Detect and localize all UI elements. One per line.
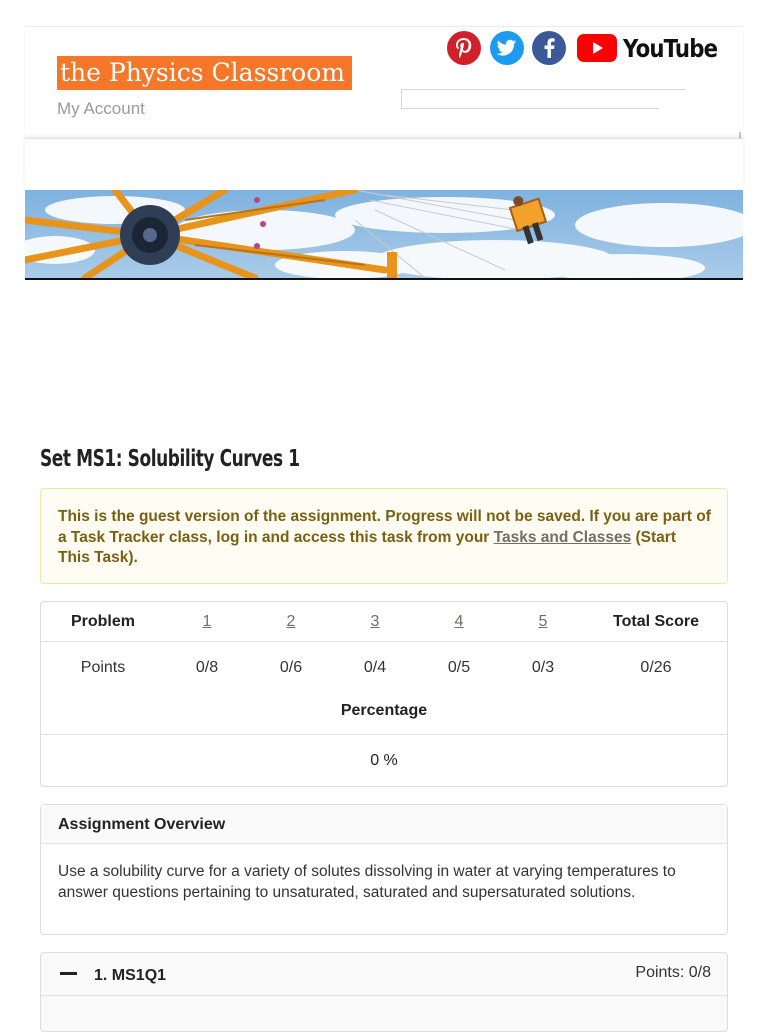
page-title: Set MS1: Solubility Curves 1	[40, 446, 300, 472]
problem-2-link[interactable]: 2	[286, 612, 296, 630]
points-row	[41, 642, 727, 695]
question-card	[40, 952, 728, 1032]
problem-4-link[interactable]: 4	[454, 612, 464, 630]
tasks-and-classes-link[interactable]: Tasks and Classes	[493, 528, 632, 546]
problem-2-cell	[249, 602, 333, 642]
pinterest-icon[interactable]	[447, 31, 481, 65]
problem-4-points: 0/5	[447, 659, 471, 676]
percentage-value: 0 %	[370, 752, 398, 769]
score-table	[41, 602, 727, 694]
header-banner-image	[25, 190, 743, 280]
problem-2-points: 0/6	[279, 659, 303, 676]
problem-3-points: 0/4	[363, 659, 387, 676]
twitter-icon[interactable]	[490, 31, 524, 65]
collapse-icon[interactable]	[60, 972, 77, 975]
problem-4-cell	[417, 602, 501, 642]
total-points: 0/26	[640, 659, 672, 676]
percentage-label: Percentage	[41, 694, 727, 735]
question-title: 1. MS1Q1	[94, 967, 167, 984]
total-score-header: Total Score	[585, 602, 727, 642]
guest-version-alert	[40, 488, 728, 584]
youtube-logo[interactable]	[577, 33, 734, 63]
question-header[interactable]	[41, 953, 727, 996]
assignment-overview-text: Use a solubility curve for a variety of solutes dissolving in water at varying temperatures to answer questions pertaining to unsaturated, saturated and supersaturated solutions.	[58, 863, 676, 901]
facebook-icon[interactable]	[532, 31, 566, 65]
my-account-link[interactable]: My Account	[57, 99, 145, 118]
problem-5-points: 0/3	[531, 659, 555, 676]
score-table-card	[40, 601, 728, 787]
question-points: Points: 0/8	[635, 964, 711, 981]
score-table-header-row	[41, 602, 727, 642]
problem-5-cell	[501, 602, 585, 642]
search-underline	[659, 89, 685, 90]
problem-1-link[interactable]: 1	[202, 612, 212, 630]
problem-3-cell	[333, 602, 417, 642]
search-input[interactable]	[401, 89, 659, 109]
alert-text-end: (Start This Task).	[58, 528, 677, 566]
youtube-icon	[577, 34, 617, 62]
problem-3-link[interactable]: 3	[370, 612, 380, 630]
navigation-bar	[25, 138, 743, 191]
alert-text: This is the guest version of the assignment. Progress will not be saved. If you are part of a Task Tracker class, log in and access this task from your	[58, 508, 711, 546]
problem-1-cell	[165, 602, 249, 642]
problem-1-points: 0/8	[195, 659, 219, 676]
problem-header: Problem	[41, 602, 165, 642]
problem-5-link[interactable]: 5	[538, 612, 548, 630]
youtube-wordmark: YouTube	[623, 33, 718, 63]
site-logo[interactable]: the Physics Classroom	[57, 56, 352, 90]
points-label: Points	[80, 659, 126, 676]
assignment-overview-heading: Assignment Overview	[41, 805, 727, 844]
assignment-overview-card	[40, 804, 728, 935]
